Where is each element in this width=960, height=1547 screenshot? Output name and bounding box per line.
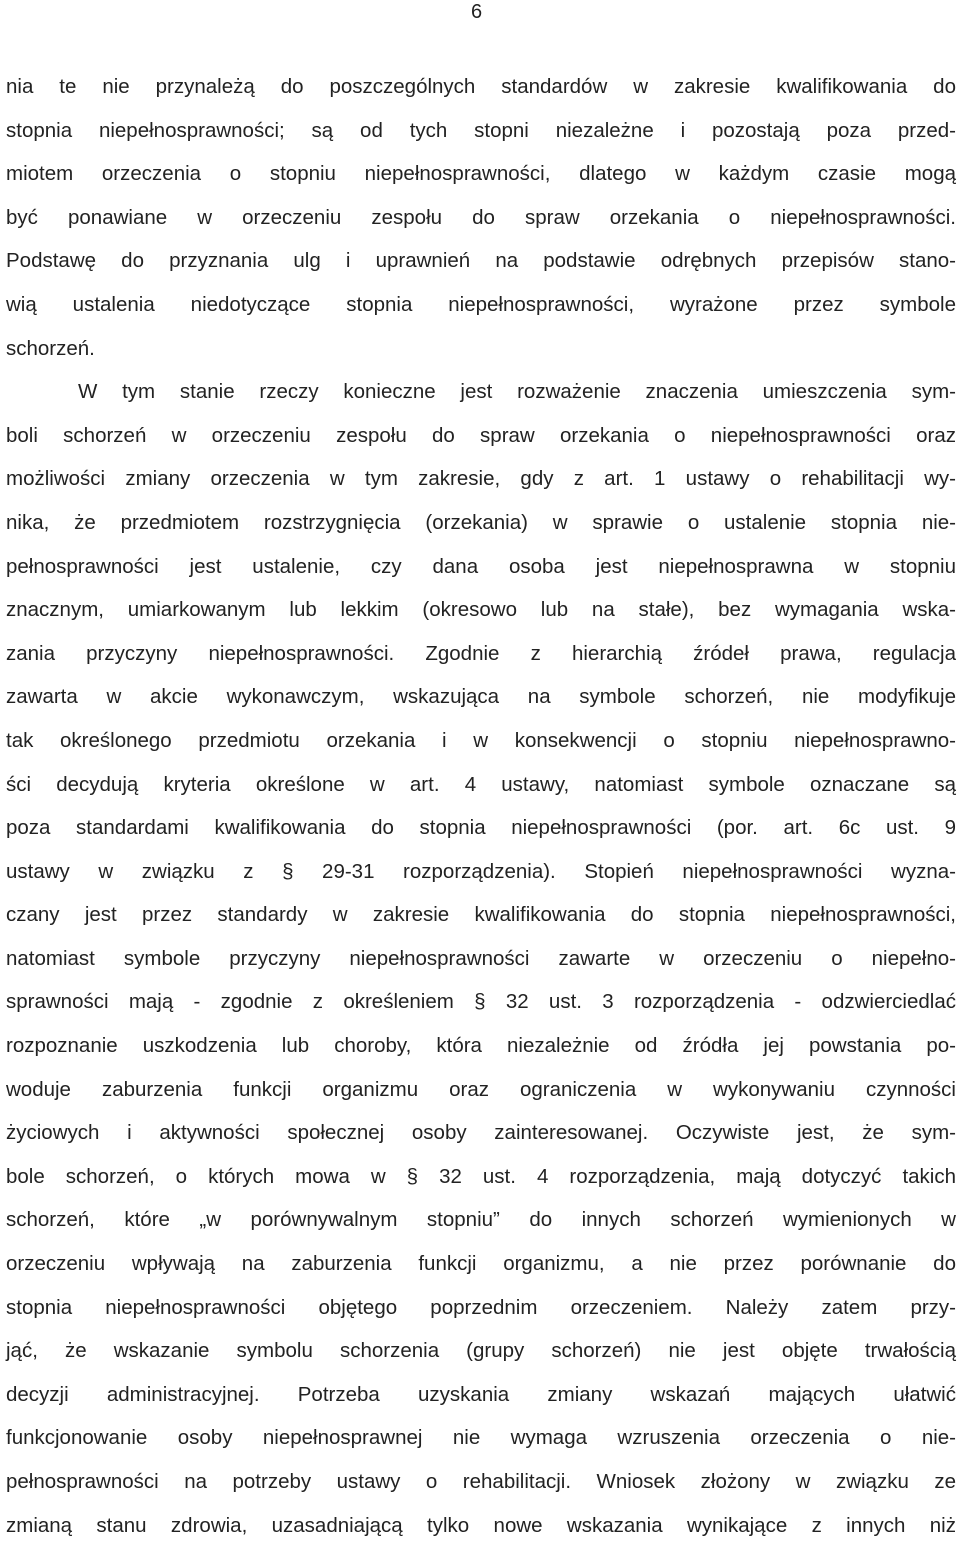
text-line: pełnosprawności jest ustalenie, czy dana osoba jest niepełnosprawna w stopniu [6, 554, 956, 578]
text-line: ści decydują kryteria określone w art. 4 ustawy, natomiast symbole oznaczane są [6, 772, 956, 796]
text-line: życiowych i aktywności społecznej osoby zainteresowanej. Oczywiste jest, że sym- [6, 1121, 956, 1145]
text-line: Podstawę do przyznania ulg i uprawnień na podstawie odrębnych przepisów stano- [6, 249, 956, 273]
text-line: stopnia niepełnosprawności objętego poprzednim orzeczeniem. Należy zatem przy- [6, 1295, 956, 1319]
text-line: być ponawiane w orzeczeniu zespołu do spraw orzekania o niepełnosprawności. [6, 205, 956, 229]
text-line: pełnosprawności na potrzeby ustawy o rehabilitacji. Wniosek złożony w związku ze [6, 1470, 956, 1493]
text-line: jąć, że wskazanie symbolu schorzenia (grupy schorzeń) nie jest objęte trwałością [6, 1339, 956, 1363]
text-line: schorzeń, które „w porównywalnym stopniu” do innych schorzeń wymienionych w [6, 1208, 956, 1232]
text-line: wią ustalenia niedotyczące stopnia niepełnosprawności, wyrażone przez symbole [6, 292, 956, 316]
text-line: znacznym, umiarkowanym lub lekkim (okresowo lub na stałe), bez wymagania wska- [6, 598, 956, 622]
text-line: zania przyczyny niepełnosprawności. Zgodnie z hierarchią źródeł prawa, regulacja [6, 641, 956, 665]
text-line: rozpoznanie uszkodzenia lub choroby, która niezależnie od źródła jej powstania po- [6, 1034, 956, 1058]
text-line: możliwości zmiany orzeczenia w tym zakresie, gdy z art. 1 ustawy o rehabilitacji wy- [6, 467, 956, 491]
text-line: nia te nie przynależą do poszczególnych standardów w zakresie kwalifikowania do [6, 75, 956, 98]
text-line: funkcjonowanie osoby niepełnosprawnej nie wymaga wzruszenia orzeczenia o nie- [6, 1426, 956, 1450]
text-line: czany jest przez standardy w zakresie kwalifikowania do stopnia niepełnosprawności, [6, 903, 956, 927]
text-line: stopnia niepełnosprawności; są od tych stopni niezależne i pozostają poza przed- [6, 118, 956, 142]
text-line: natomiast symbole przyczyny niepełnosprawności zawarte w orzeczeniu o niepełno- [6, 946, 956, 970]
text-line: orzeczeniu wpływają na zaburzenia funkcji organizmu, a nie przez porównanie do [6, 1252, 956, 1276]
text-line: woduje zaburzenia funkcji organizmu oraz ograniczenia w wykonywaniu czynności [6, 1077, 956, 1101]
paragraph-first-line: W tym stanie rzeczy konieczne jest rozważenie znaczenia umieszczenia sym- [78, 380, 956, 404]
text-line: nika, że przedmiotem rozstrzygnięcia (orzekania) w sprawie o ustalenie stopnia nie- [6, 510, 956, 534]
text-line: poza standardami kwalifikowania do stopnia niepełnosprawności (por. art. 6c ust. 9 [6, 816, 956, 840]
text-line: ustawy w związku z § 29-31 rozporządzenia). Stopień niepełnosprawności wyzna- [6, 859, 956, 883]
text-line: sprawności mają - zgodnie z określeniem § 32 ust. 3 rozporządzenia - odzwierciedlać [6, 990, 956, 1014]
text-line: zmianą stanu zdrowia, uzasadniającą tylko nowe wskazania wynikające z innych niż [6, 1513, 956, 1537]
text-line: zawarta w akcie wykonawczym, wskazująca na symbole schorzeń, nie modyfikuje [6, 685, 956, 709]
document-body [6, 65, 956, 1547]
text-line: bole schorzeń, o których mowa w § 32 ust. 4 rozporządzenia, mają dotyczyć takich [6, 1164, 956, 1188]
text-line: tak określonego przedmiotu orzekania i w konsekwencji o stopniu niepełnosprawno- [6, 728, 956, 752]
paragraph-end-line: schorzeń. [6, 336, 95, 360]
text-line: decyzji administracyjnej. Potrzeba uzyskania zmiany wskazań mających ułatwić [6, 1382, 956, 1406]
text-line: boli schorzeń w orzeczeniu zespołu do spraw orzekania o niepełnosprawności oraz [6, 423, 956, 447]
text-line: miotem orzeczenia o stopniu niepełnosprawności, dlatego w każdym czasie mogą [6, 162, 956, 186]
page-number: 6 [471, 1, 483, 23]
